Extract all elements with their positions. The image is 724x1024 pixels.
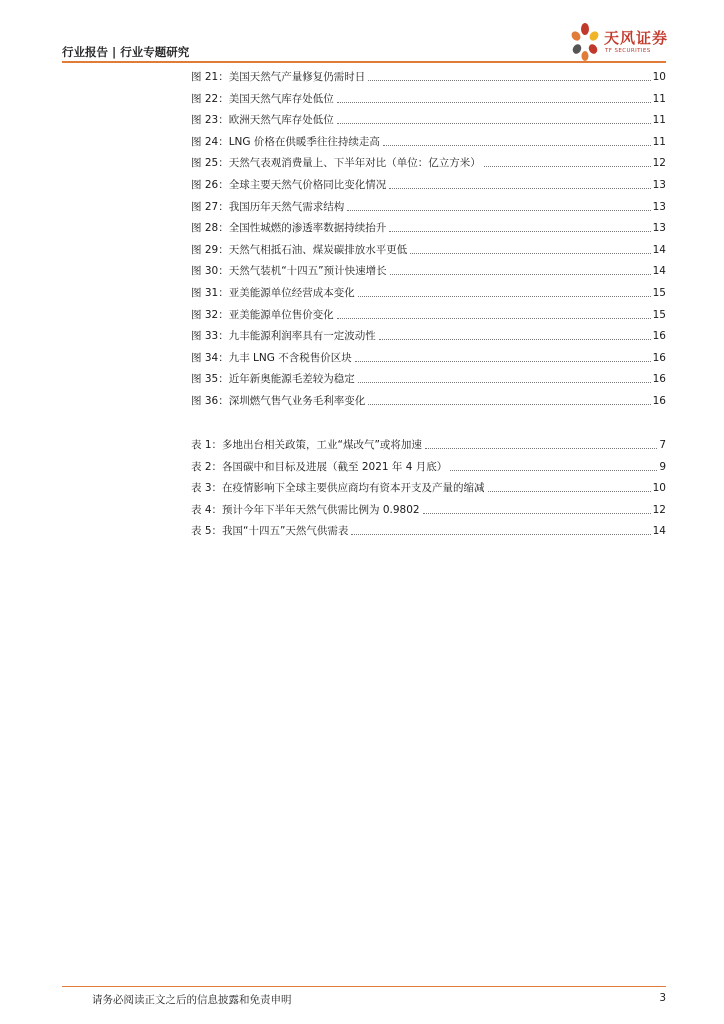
figure-entry[interactable] <box>191 306 666 322</box>
figure-entry[interactable] <box>191 349 666 365</box>
figure-entry-page: 16 <box>652 330 666 343</box>
figure-entry[interactable] <box>191 176 666 192</box>
figure-entry-title: 图 24：LNG 价格在供暖季往往持续走高 <box>191 135 380 148</box>
figure-entry-page: 10 <box>652 71 666 83</box>
figure-entry-page: 16 <box>652 373 666 386</box>
figure-entry-page: 11 <box>652 114 666 127</box>
figure-entry-title: 图 26：全球主要天然气价格同比变化情况 <box>191 179 387 191</box>
table-entry-page: 9 <box>659 460 666 473</box>
table-entry[interactable] <box>191 479 666 495</box>
dot-leader <box>358 295 651 297</box>
table-entry-page: 10 <box>652 482 666 495</box>
figure-entry-page: 15 <box>652 287 666 299</box>
footer-divider <box>62 986 666 987</box>
figure-entry-page: 16 <box>652 395 666 407</box>
disclaimer-text: 请务必阅读正文之后的信息披露和免责申明 <box>92 994 292 1006</box>
figure-entry[interactable] <box>191 284 666 300</box>
figure-entry-page: 13 <box>652 200 666 213</box>
figure-entry[interactable] <box>191 68 666 84</box>
dot-leader <box>484 165 651 167</box>
figure-entry-title: 图 28：全国性城燃的渗透率数据持续抬升 <box>191 222 387 235</box>
figure-entry-title: 图 25：天然气表观消费量上、下半年对比（单位：亿立方米） <box>191 157 481 170</box>
table-entry[interactable] <box>191 501 666 517</box>
page-number: 3 <box>659 992 666 1004</box>
figure-entry-title: 图 23：欧洲天然气库存处低位 <box>191 114 334 127</box>
dot-leader <box>351 533 650 535</box>
report-section-title: 行业报告 | 行业专题研究 <box>62 45 190 59</box>
table-entry-title: 表 4：预计今年下半年天然气供需比例为 0.9802 <box>191 503 420 516</box>
dot-leader <box>358 381 651 383</box>
dot-leader <box>389 230 650 232</box>
dot-leader <box>347 209 650 211</box>
dot-leader <box>368 403 650 405</box>
dot-leader <box>379 338 651 340</box>
header-divider <box>62 61 666 63</box>
figure-entry[interactable] <box>191 370 666 386</box>
figure-entry-title: 图 29：天然气相抵石油、煤炭碳排放水平更低 <box>191 243 408 256</box>
figure-entry-title: 图 31：亚美能源单位经营成本变化 <box>191 287 355 299</box>
tf-securities-logo <box>568 22 678 64</box>
table-entry[interactable] <box>191 436 666 452</box>
logo-english-name: TF SECURITIES <box>605 48 651 54</box>
dot-leader <box>488 490 651 492</box>
figure-entry-page: 13 <box>652 222 666 235</box>
figure-entry-title: 图 32：亚美能源单位售价变化 <box>191 308 334 321</box>
dot-leader <box>423 512 651 514</box>
figure-entry-page: 11 <box>652 92 666 105</box>
figure-entry[interactable] <box>191 327 666 343</box>
dot-leader <box>425 447 657 449</box>
figure-entry-title: 图 36：深圳燃气售气业务毛利率变化 <box>191 395 366 407</box>
figure-entry-title: 图 34：九丰 LNG 不含税售价区块 <box>191 351 352 364</box>
figure-entry-title: 图 21：美国天然气产量修复仍需时日 <box>191 71 366 83</box>
dot-leader <box>337 101 651 103</box>
table-entry[interactable] <box>191 522 666 538</box>
dot-leader <box>355 360 651 362</box>
dot-leader <box>383 144 651 146</box>
figure-entry[interactable] <box>191 111 666 127</box>
table-entry-title: 表 2：各国碳中和目标及进展（截至 2021 年 4 月底） <box>191 460 448 473</box>
table-entry[interactable] <box>191 458 666 474</box>
table-entry-title: 表 1：多地出台相关政策，工业“煤改气”或将加速 <box>191 439 422 451</box>
figure-entry[interactable] <box>191 90 666 106</box>
figure-entry-page: 14 <box>652 265 666 278</box>
figure-entry-page: 11 <box>652 135 666 148</box>
figure-entry[interactable] <box>191 262 666 278</box>
figure-entry[interactable] <box>191 392 666 408</box>
logo-name: 天风证券 <box>604 29 669 47</box>
figure-entry-title: 图 22：美国天然气库存处低位 <box>191 92 334 105</box>
figure-entry[interactable] <box>191 133 666 149</box>
figure-entry-title: 图 35：近年新奥能源毛差较为稳定 <box>191 373 355 386</box>
figure-entry-title: 图 30：天然气装机“十四五”预计快速增长 <box>191 265 387 278</box>
table-entry-title: 表 5：我国“十四五”天然气供需表 <box>191 525 349 538</box>
figure-entry-title: 图 27：我国历年天然气需求结构 <box>191 200 345 213</box>
figure-entry[interactable] <box>191 154 666 170</box>
figure-entry-page: 15 <box>652 308 666 321</box>
table-entry-page: 14 <box>652 525 666 538</box>
dot-leader <box>337 122 651 124</box>
figure-entry-page: 13 <box>652 179 666 191</box>
table-entry-page: 7 <box>659 439 666 451</box>
table-entry-page: 12 <box>652 503 666 516</box>
flower-logo-icon <box>568 22 604 64</box>
figure-entry-title: 图 33：九丰能源利润率具有一定波动性 <box>191 330 376 343</box>
dot-leader <box>450 469 657 471</box>
table-entry-title: 表 3：在疫情影响下全球主要供应商均有资本开支及产量的缩减 <box>191 482 485 495</box>
figure-entry[interactable] <box>191 198 666 214</box>
dot-leader <box>368 79 650 81</box>
figure-entry[interactable] <box>191 219 666 235</box>
dot-leader <box>390 273 651 275</box>
dot-leader <box>410 252 650 254</box>
figure-entry-page: 14 <box>652 243 666 256</box>
figure-entry[interactable] <box>191 241 666 257</box>
figure-entry-page: 12 <box>652 157 666 170</box>
dot-leader <box>389 187 650 189</box>
dot-leader <box>337 317 651 319</box>
figure-entry-page: 16 <box>652 351 666 364</box>
